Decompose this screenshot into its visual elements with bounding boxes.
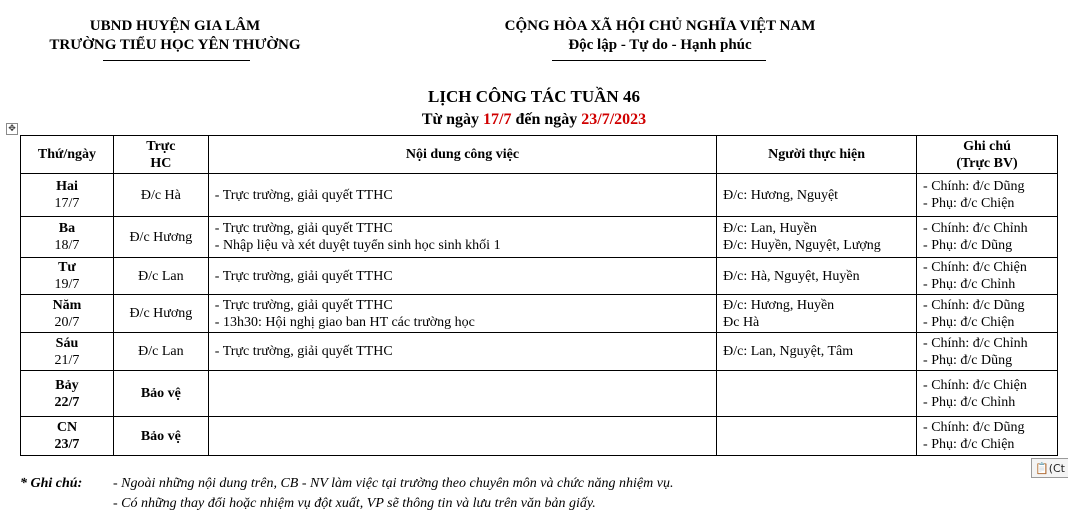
day-cell <box>21 217 114 258</box>
person-cell <box>717 258 917 295</box>
table-row <box>21 217 1058 258</box>
motto-underline <box>552 60 766 61</box>
person-cell <box>717 295 917 333</box>
note-line: - Chính: đ/c Dũng <box>923 420 1025 435</box>
person-line: Đ/c: Huyền, Nguyệt, Lượng <box>723 238 881 253</box>
footnote-line: - Ngoài những nội dung trên, CB - NV làm việc tại trường theo chuyên môn và chức năng nhiệm vụ. <box>113 476 674 491</box>
content-line: - 13h30: Hội nghị giao ban HT các trường học <box>214 314 475 330</box>
duty-cell: Đ/c Lan <box>113 333 208 371</box>
note-cell <box>917 371 1058 417</box>
day-date: 18/7 <box>54 238 80 253</box>
note-line: - Phụ: đ/c Chỉnh <box>923 394 1016 410</box>
country-name: CỘNG HÒA XÃ HỘI CHỦ NGHĨA VIỆT NAM <box>504 18 816 34</box>
note-cell <box>917 258 1058 295</box>
footnote-label: * Ghi chú: <box>20 476 83 491</box>
to-label: đến ngày <box>511 111 582 128</box>
person-line: Đc Hà <box>723 314 760 330</box>
header-note <box>917 136 1058 174</box>
header-content: Nội dung công việc <box>208 136 716 174</box>
note-line: - Chính: đ/c Chỉnh <box>923 221 1028 236</box>
table-row <box>21 295 1058 333</box>
person-cell <box>717 333 917 371</box>
header-note-line1: Ghi chú <box>963 138 1011 154</box>
table-row <box>21 371 1058 417</box>
note-line: - Chính: đ/c Chỉnh <box>923 335 1028 351</box>
duty-cell: Đ/c Lan <box>113 258 208 295</box>
day-date: 19/7 <box>54 277 80 292</box>
day-name: Ba <box>58 221 76 236</box>
person-cell <box>717 217 917 258</box>
header-duty-line1: Trực <box>146 138 176 154</box>
day-date: 20/7 <box>54 314 80 330</box>
table-row <box>21 258 1058 295</box>
content-cell <box>208 258 716 295</box>
duty-cell: Bảo vệ <box>113 417 208 456</box>
note-line: - Phụ: đ/c Dũng <box>923 238 1013 253</box>
table-header-row <box>21 136 1058 174</box>
day-cell <box>21 333 114 371</box>
header-day: Thứ/ngày <box>21 136 114 174</box>
header-note-line2: (Trực BV) <box>956 155 1018 171</box>
content-cell <box>208 417 716 456</box>
school-name-underline <box>103 60 250 61</box>
content-line: - Trực trường, giải quyết TTHC <box>214 344 393 359</box>
content-cell <box>208 217 716 258</box>
day-cell <box>21 258 114 295</box>
content-cell <box>208 174 716 217</box>
day-cell <box>21 371 114 417</box>
from-date: 17/7 <box>483 111 512 128</box>
note-cell <box>917 417 1058 456</box>
content-line: - Trực trường, giải quyết TTHC <box>214 221 393 236</box>
header-person: Người thực hiện <box>717 136 917 174</box>
day-cell <box>21 417 114 456</box>
to-date: 23/7/2023 <box>581 111 647 128</box>
motto: Độc lập - Tự do - Hạnh phúc <box>568 37 752 53</box>
content-cell <box>208 371 716 417</box>
day-date: 21/7 <box>54 352 80 368</box>
note-cell <box>917 217 1058 258</box>
duty-cell: Đ/c Hương <box>113 295 208 333</box>
table-row <box>21 333 1058 371</box>
content-line: - Trực trường, giải quyết TTHC <box>214 297 393 313</box>
duty-cell: Đ/c Hương <box>113 217 208 258</box>
content-cell <box>208 295 716 333</box>
table-move-handle-icon[interactable]: ✥ <box>6 123 18 135</box>
person-cell <box>717 417 917 456</box>
note-line: - Phụ: đ/c Chiện <box>923 437 1015 452</box>
day-date: 22/7 <box>54 394 80 410</box>
schedule-date-range <box>0 111 1068 129</box>
note-line: - Phụ: đ/c Chiện <box>923 314 1015 330</box>
header-duty <box>113 136 208 174</box>
person-line: Đ/c: Hương, Nguyệt <box>723 187 839 203</box>
content-cell <box>208 333 716 371</box>
table-row <box>21 417 1058 456</box>
note-line: - Chính: đ/c Dũng <box>923 179 1025 194</box>
schedule-table <box>20 135 1058 456</box>
person-line: Đ/c: Hà, Nguyệt, Huyền <box>723 268 860 284</box>
person-line: Đ/c: Lan, Nguyệt, Tâm <box>723 344 854 359</box>
day-name: Sáu <box>55 335 79 351</box>
district-name: UBND HUYỆN GIA LÂM <box>89 18 261 34</box>
note-cell <box>917 295 1058 333</box>
person-cell <box>717 174 917 217</box>
day-cell <box>21 295 114 333</box>
content-line: - Trực trường, giải quyết TTHC <box>214 268 393 284</box>
day-name: CN <box>56 420 78 435</box>
content-line: - Nhập liệu và xét duyệt tuyển sinh học sinh khối 1 <box>214 238 501 253</box>
person-line: Đ/c: Lan, Huyền <box>723 221 817 236</box>
day-cell <box>21 174 114 217</box>
table-row <box>21 174 1058 217</box>
day-name: Hai <box>56 179 78 194</box>
person-cell <box>717 371 917 417</box>
paste-options-button[interactable]: 📋(Ct <box>1031 458 1068 478</box>
school-name: TRƯỜNG TIỂU HỌC YÊN THƯỜNG <box>49 37 301 53</box>
note-cell <box>917 333 1058 371</box>
school-header <box>20 17 330 55</box>
duty-cell: Bảo vệ <box>113 371 208 417</box>
day-date: 17/7 <box>54 196 80 211</box>
day-date: 23/7 <box>54 437 80 452</box>
schedule-title: LỊCH CÔNG TÁC TUẦN 46 <box>428 87 640 106</box>
note-line: - Phụ: đ/c Chỉnh <box>923 277 1016 292</box>
from-label: Từ ngày <box>421 111 484 128</box>
content-line: - Trực trường, giải quyết TTHC <box>214 187 393 203</box>
note-line: - Phụ: đ/c Chiện <box>923 196 1015 211</box>
note-line: - Chính: đ/c Chiện <box>923 377 1027 393</box>
note-cell <box>917 174 1058 217</box>
national-header <box>460 17 860 55</box>
note-line: - Chính: đ/c Dũng <box>923 297 1025 313</box>
footnote-line: - Có những thay đổi hoặc nhiệm vụ đột xuất, VP sẽ thông tin và lưu trên văn bản giấy. <box>113 496 596 511</box>
note-line: - Chính: đ/c Chiện <box>923 260 1027 275</box>
day-name: Năm <box>52 297 82 313</box>
header-duty-line2: HC <box>150 155 172 171</box>
note-line: - Phụ: đ/c Dũng <box>923 352 1013 368</box>
day-name: Bảy <box>55 377 79 393</box>
duty-cell: Đ/c Hà <box>113 174 208 217</box>
person-line: Đ/c: Hương, Huyền <box>723 297 835 313</box>
day-name: Tư <box>58 260 76 275</box>
